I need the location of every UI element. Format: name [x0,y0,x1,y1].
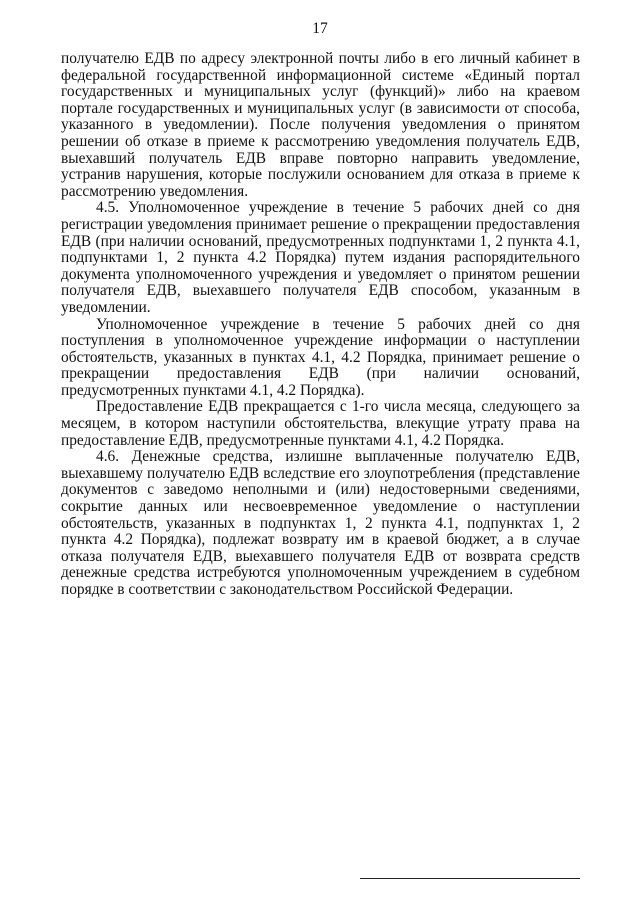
paragraph-continuation: получателю ЕДВ по адресу электронной почты либо в его личный кабинет в федеральной государственной информационной системе «Единый портал государственных и муниципальных услуг (функций)» либо на краевом портале государственных и муниципальных услуг (в зависимости от способа, указанного в уведомлении). После получения уведомления о принятом решении об отказе в приеме к рассмотрению уведомления получатель ЕДВ, выехавший получатель ЕДВ вправе повторно направить уведомление, устранив нарушения, которые послужили основанием для отказа в приеме к рассмотрению уведомления. [61,50,580,200]
paragraph-clause-4-6: 4.6. Денежные средства, излишне выплаченные получателю ЕДВ, выехавшему получателю ЕДВ вследствие его злоупотребления (представление документов с заведомо неполными и (или) недостоверными сведениями, сокрытие данных или несвоевременное уведомление о наступлении обстоятельств, указанных в подпунктах 1, 2 пункта 4.1, подпунктах 1, 2 пункта 4.2 Порядка), подлежат возврату им в краевой бюджет, а в случае отказа получателя ЕДВ, выехавшего получателя ЕДВ от возврата средств денежные средства истребуются уполномоченным учреждением в судебном порядке в соответствии с законодательством Российской Федерации. [61,448,580,598]
document-body [61,51,580,599]
paragraph-clause-4-5: 4.5. Уполномоченное учреждение в течение 5 рабочих дней со дня регистрации уведомления принимает решение о прекращении предоставления ЕДВ (при наличии оснований, предусмотренных подпунктами 1, 2 пункта 4.1, подпунктами 1, 2 пункта 4.2 Порядка) путем издания распорядительного документа уполномоченного учреждения и уведомляет о принятом решении получателя ЕДВ, выехавшего получателя ЕДВ способом, указанным в уведомлении. [61,199,580,316]
paragraph-five-day-decision: Уполномоченное учреждение в течение 5 рабочих дней со дня поступления в уполномоченное учреждение информации о наступлении обстоятельств, указанных в пунктах 4.1, 4.2 Порядка, принимает решение о прекращении предоставления ЕДВ (при наличии оснований, предусмотренных пунктами 4.1, 4.2 Порядка). [61,315,580,399]
paragraph-termination-date: Предоставление ЕДВ прекращается с 1-го числа месяца, следующего за месяцем, в котором наступили обстоятельства, влекущие утрату права на предоставление ЕДВ, предусмотренные пунктами 4.1, 4.2 Порядка. [61,398,580,449]
footer-divider [360,878,580,879]
page-number: 17 [312,20,328,37]
